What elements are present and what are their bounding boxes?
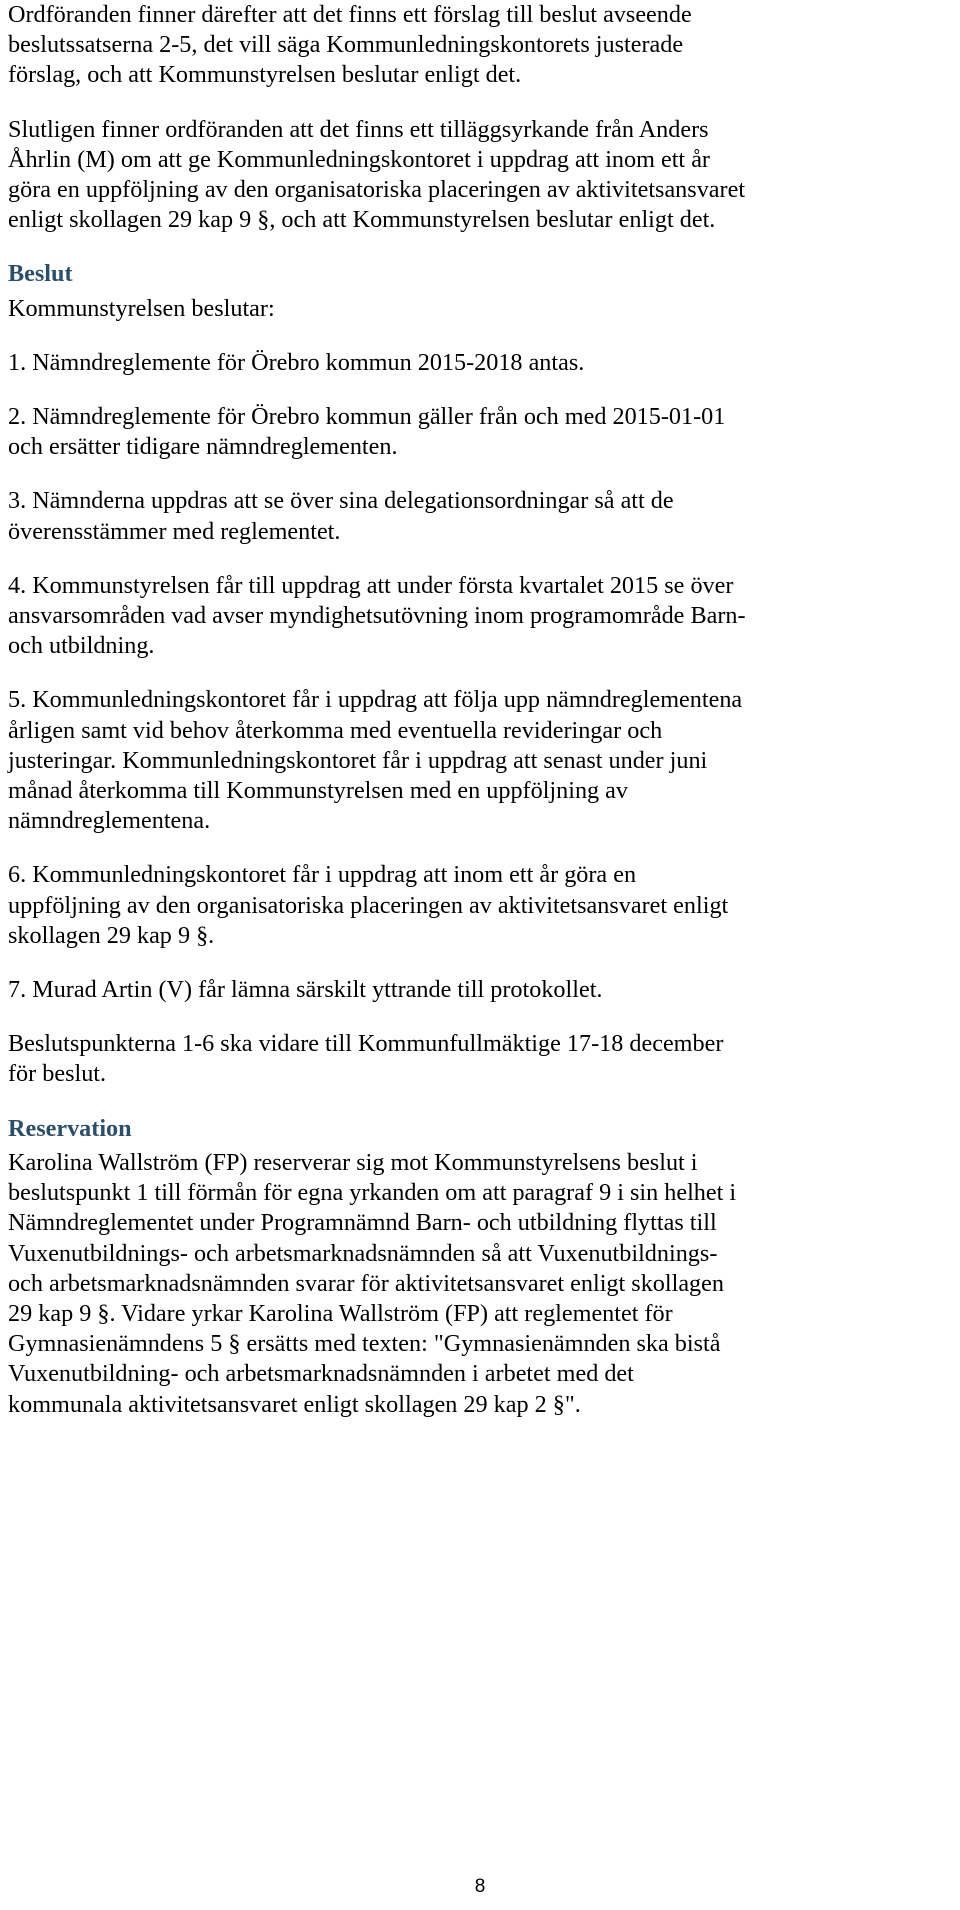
page-number: 8	[474, 1876, 486, 1897]
reservation-text	[8, 1148, 948, 1420]
text-line: 2. Nämndreglemente för Örebro kommun gäller från och med 2015-01-01	[8, 403, 726, 431]
paragraph-additional-motion	[8, 115, 948, 236]
text-line: och arbetsmarknadsnämnden svarar för aktivitetsansvaret enligt skollagen	[8, 1269, 724, 1297]
text-line: Vuxenutbildnings- och arbetsmarknadsnämnden så att Vuxenutbildnings-	[8, 1239, 718, 1267]
text-line: förslag, och att Kommunstyrelsen beslutar enligt det.	[8, 61, 522, 89]
text-line: uppföljning av den organisatoriska placeringen av aktivitetsansvaret enligt	[8, 891, 729, 919]
text-line: 7. Murad Artin (V) får lämna särskilt yttrande till protokollet.	[8, 976, 603, 1004]
text-line: kommunala aktivitetsansvaret enligt skollagen 29 kap 2 §".	[8, 1390, 581, 1418]
decision-item-7	[8, 975, 948, 1005]
text-line: 3. Nämnderna uppdras att se över sina delegationsordningar så att de	[8, 487, 674, 515]
text-line: Ordföranden finner därefter att det finns ett förslag till beslut avseende	[8, 1, 692, 28]
beslut-intro: Kommunstyrelsen beslutar:	[8, 294, 275, 322]
text-line: Beslutspunkterna 1-6 ska vidare till Kommunfullmäktige 17-18 december	[8, 1030, 724, 1058]
decision-item-3	[8, 486, 948, 546]
text-line: justeringar. Kommunledningskontoret får i uppdrag att senast under juni	[8, 746, 708, 774]
decision-item-4	[8, 571, 948, 662]
text-line: och ersätter tidigare nämndreglementen.	[8, 433, 398, 461]
document-body	[8, 0, 948, 1420]
text-line: 1. Nämndreglemente för Örebro kommun 2015-2018 antas.	[8, 348, 585, 376]
text-line: för beslut.	[8, 1060, 107, 1088]
section-heading-beslut: Beslut	[8, 260, 73, 288]
text-line: beslutssatserna 2-5, det vill säga Kommunledningskontorets justerade	[8, 31, 684, 59]
text-line: årligen samt vid behov återkomma med eventuella revideringar och	[8, 716, 663, 744]
text-line: 5. Kommunledningskontoret får i uppdrag att följa upp nämndreglementena	[8, 686, 743, 714]
section-heading-reservation: Reservation	[8, 1114, 132, 1142]
text-line: överensstämmer med reglementet.	[8, 517, 341, 545]
paragraph-chair-finding	[8, 0, 948, 91]
decision-forwarding-note	[8, 1029, 948, 1089]
text-line: göra en uppföljning av den organisatoriska placeringen av aktivitetsansvaret	[8, 176, 746, 204]
text-line: beslutspunkt 1 till förmån för egna yrkanden om att paragraf 9 i sin helhet i	[8, 1179, 737, 1207]
text-line: 29 kap 9 §. Vidare yrkar Karolina Wallström (FP) att reglementet för	[8, 1299, 673, 1327]
text-line: skollagen 29 kap 9 §.	[8, 921, 215, 949]
decision-item-1	[8, 348, 948, 378]
text-line: nämndreglementena.	[8, 807, 211, 835]
text-line: Nämndreglementet under Programnämnd Barn- och utbildning flyttas till	[8, 1209, 717, 1237]
text-line: ansvarsområden vad avser myndighetsutövning inom programområde Barn-	[8, 602, 746, 630]
text-line: Vuxenutbildning- och arbetsmarknadsnämnden i arbetet med det	[8, 1360, 634, 1388]
text-line: enligt skollagen 29 kap 9 §, och att Kommunstyrelsen beslutar enligt det.	[8, 206, 716, 234]
text-line: Åhrlin (M) om att ge Kommunledningskontoret i uppdrag att inom ett år	[8, 145, 710, 173]
text-line: månad återkomma till Kommunstyrelsen med en uppföljning av	[8, 777, 629, 805]
decision-item-2	[8, 402, 948, 462]
text-line: Gymnasienämndens 5 § ersätts med texten: "Gymnasienämnden ska bistå	[8, 1330, 721, 1358]
text-line: 6. Kommunledningskontoret får i uppdrag att inom ett år göra en	[8, 861, 637, 889]
text-line: Slutligen finner ordföranden att det finns ett tilläggsyrkande från Anders	[8, 115, 709, 143]
text-line: och utbildning.	[8, 632, 155, 660]
decision-item-6	[8, 860, 948, 951]
text-line: 4. Kommunstyrelsen får till uppdrag att under första kvartalet 2015 se över	[8, 571, 734, 599]
text-line: Karolina Wallström (FP) reserverar sig mot Kommunstyrelsens beslut i	[8, 1148, 698, 1176]
decision-item-5	[8, 685, 948, 836]
